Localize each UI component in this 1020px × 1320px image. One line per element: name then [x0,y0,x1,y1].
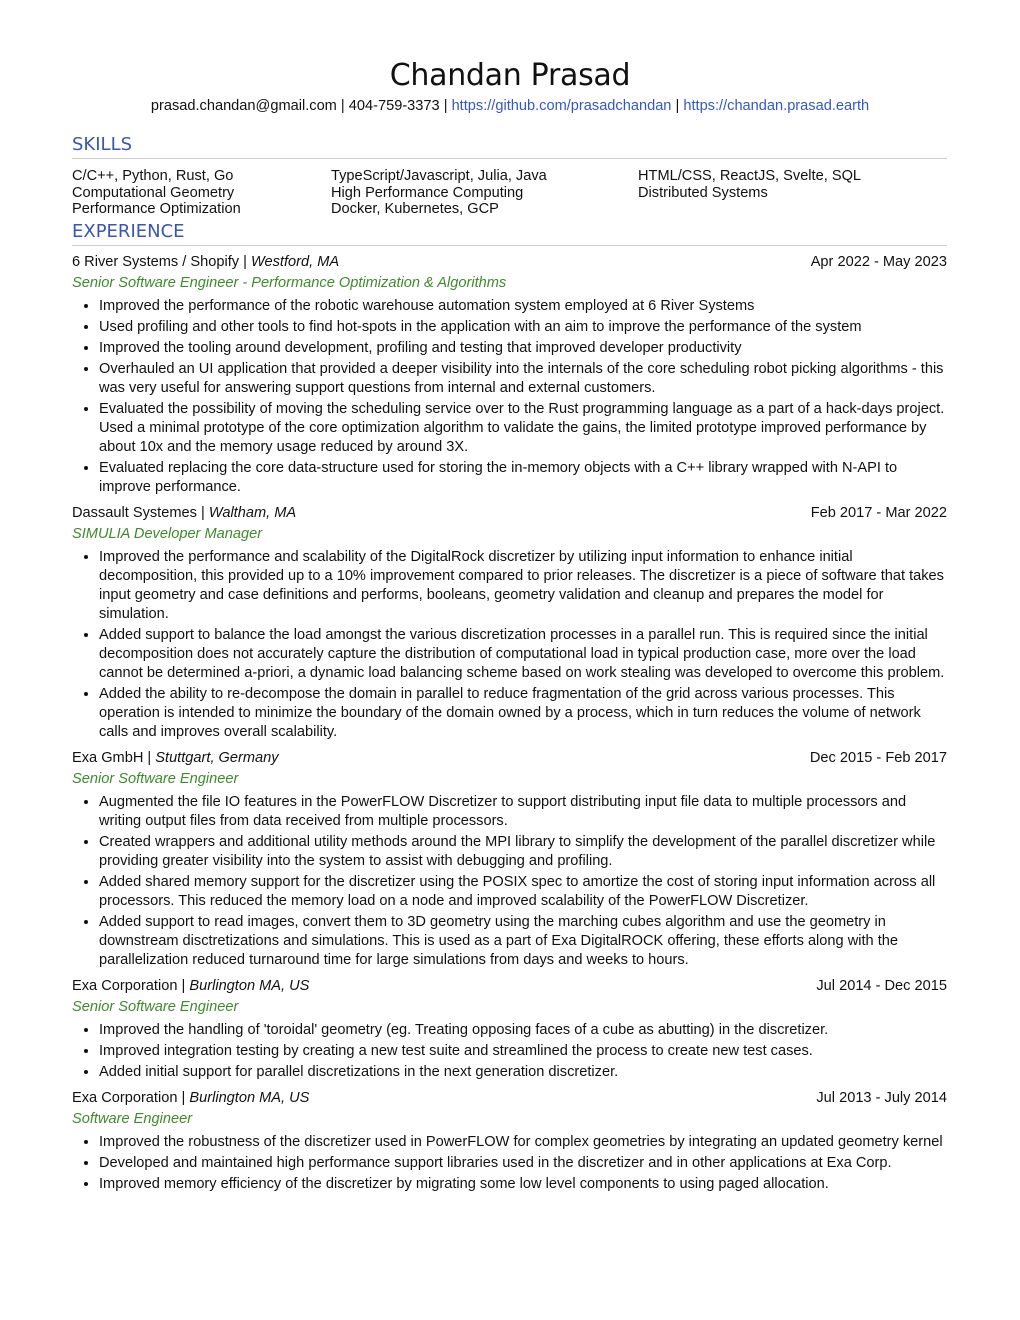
job-dates: Apr 2022 - May 2023 [810,254,947,270]
skills-grid [72,168,947,218]
job-bullets [72,297,947,497]
job-company-location [72,748,279,769]
bullet-item: • Improved the tooling around development, profiling and testing that improved developer productivity [99,339,947,358]
job-header [72,1088,947,1109]
email: prasad.chandan@gmail.com [150,98,337,114]
skills-heading: SKILLS [72,133,947,159]
bullet-item: • Added support to read images, convert them to 3D geometry using the marching cubes algorithm and use the geometry in downstream disctretizations and simulations. This is used as a part of Exa DigitalROCK offering, these efforts along with the parallelization reduced turnaround time for large simulations from days and weeks to hours. [99,913,947,970]
bullet-item: • Created wrappers and additional utility methods around the MPI library to simplify the development of the parallel discretizer while providing greater visibility into the system to assist with debugging and profiling. [99,833,947,871]
bullet-item: • Used profiling and other tools to find hot-spots in the application with an aim to improve the performance of the system [99,318,947,337]
bullet-item: • Improved integration testing by creating a new test suite and streamlined the process to create new test cases. [99,1042,947,1061]
separator: | [439,98,452,114]
job-company-location [72,503,296,524]
company: Dassault Systemes [72,505,197,521]
skill-item: High Performance Computing [331,184,524,201]
skills-column [72,168,331,218]
job-bullets [72,1021,947,1082]
bullet-item: • Evaluated replacing the core data-structure used for storing the in-memory objects with a C++ library wrapped with N-API to improve performance. [99,459,947,497]
bullet-item: • Added shared memory support for the discretizer using the POSIX spec to amortize the cost of storing input information across all processors. This reduced the memory load on a node and improved scalability of the PowerFLOW Discretizer. [99,873,947,911]
skills-column [638,168,947,218]
bullet-item: • Improved the handling of 'toroidal' geometry (eg. Treating opposing faces of a cube as abutting) in the discretizer. [99,1021,947,1040]
bullet-item: • Improved the robustness of the discretizer used in PowerFLOW for complex geometries by integrating an updated geometry kernel [99,1133,947,1152]
location: Waltham, MA [208,505,297,521]
job-header [72,503,947,524]
phone: 404-759-3373 [348,98,440,114]
job-dates: Dec 2015 - Feb 2017 [809,750,947,766]
skill-item: Computational Geometry [72,184,235,201]
bullet-item: • Added the ability to re-decompose the domain in parallel to reduce fragmentation of the grid across various processes. This operation is intended to minimize the boundary of the domain owned by a process, which in turn reduces the volume of network calls and improves overall scalability. [99,685,947,742]
skill-item: Performance Optimization [72,201,241,217]
separator: | [239,254,251,270]
bullet-item: • Added initial support for parallel discretizations in the next generation discretizer. [99,1063,947,1082]
github-link[interactable]: https://github.com/prasadchandan [451,98,672,114]
job-entry [72,976,947,1082]
bullet-item: • Augmented the file IO features in the PowerFLOW Discretizer to support distributing input file data to multiple processors and writing output files from data received from multiple processors. [99,793,947,831]
job-role: Senior Software Engineer [72,771,239,787]
job-role: Software Engineer [72,1111,193,1127]
skill-item: Docker, Kubernetes, GCP [331,201,499,217]
job-dates: Jul 2014 - Dec 2015 [816,978,947,994]
bullet-item: • Improved the performance of the robotic warehouse automation system employed at 6 River Systems [99,297,947,316]
company: Exa Corporation [72,978,178,994]
job-dates: Feb 2017 - Mar 2022 [810,505,947,521]
bullet-item: • Overhauled an UI application that provided a deeper visibility into the internals of the core scheduling robot picking algorithms - this was very useful for answering support questions from internal and external customers. [99,360,947,398]
website-link[interactable]: https://chandan.prasad.earth [683,98,870,114]
job-company-location [72,976,309,997]
company: Exa GmbH [72,750,144,766]
bullet-item: • Improved memory efficiency of the discretizer by migrating some low level components to using paged allocation. [99,1175,947,1194]
job-bullets [72,1133,947,1194]
company: 6 River Systems / Shopify [72,254,240,270]
job-header [72,976,947,997]
bullet-item: • Developed and maintained high performance support libraries used in the discretizer and in other applications at Exa Corp. [99,1154,947,1173]
separator: | [177,978,190,994]
location: Burlington MA, US [189,1090,310,1106]
skill-item: HTML/CSS, ReactJS, Svelte, SQL [638,168,862,184]
bullet-item: • Evaluated the possibility of moving the scheduling service over to the Rust programming language as a part of a hack-days project. Used a minimal prototype of the core optimization algorithm to validate the gains, the limited prototype improved performance by about 10x and the memory usage reduced by around 3X. [99,400,947,457]
job-bullets [72,793,947,970]
location: Stuttgart, Germany [155,750,279,766]
skill-item: C/C++, Python, Rust, Go [72,168,234,184]
separator: | [143,750,156,766]
job-company-location [72,252,339,273]
job-entry [72,503,947,742]
job-role: Senior Software Engineer [72,999,239,1015]
job-company-location [72,1088,309,1109]
skill-item: TypeScript/Javascript, Julia, Java [331,168,547,184]
job-dates: Jul 2013 - July 2014 [816,1090,947,1106]
separator: | [671,98,684,114]
job-role: SIMULIA Developer Manager [72,526,263,542]
contact-line [0,98,1020,114]
job-entry [72,252,947,497]
candidate-name: Chandan Prasad [389,58,631,93]
bullet-item: • Added support to balance the load amongst the various discretization processes in a parallel run. This is required since the initial decomposition does not accurately capture the distribution of computational load in typical production case, more over the load cannot be determined a-priori, a dynamic load balancing scheme based on work stealing was developed to overcome this problem. [99,626,947,683]
location: Westford, MA [250,254,340,270]
experience-heading: EXPERIENCE [72,220,947,246]
skill-item: Distributed Systems [638,184,768,201]
bullet-item: • Improved the performance and scalability of the DigitalRock discretizer by utilizing input information to enhance initial decomposition, this provided up to a 10% improvement compared to prior releases. The discretizer is a piece of software that takes input geometry and case definitions and performs, booleans, geometry validation and cleanup and prepares the model for simulation. [99,548,947,624]
location: Burlington MA, US [189,978,310,994]
skills-column [331,168,638,218]
job-entry [72,748,947,970]
separator: | [196,505,209,521]
job-header [72,252,947,273]
skills-section [72,133,947,218]
company: Exa Corporation [72,1090,178,1106]
separator: | [177,1090,190,1106]
job-header [72,748,947,769]
job-list [72,252,947,1194]
job-role: Senior Software Engineer - Performance Optimization & Algorithms [72,275,507,291]
experience-section [72,220,947,1196]
job-entry [72,1088,947,1194]
separator: | [336,98,349,114]
job-bullets [72,548,947,742]
